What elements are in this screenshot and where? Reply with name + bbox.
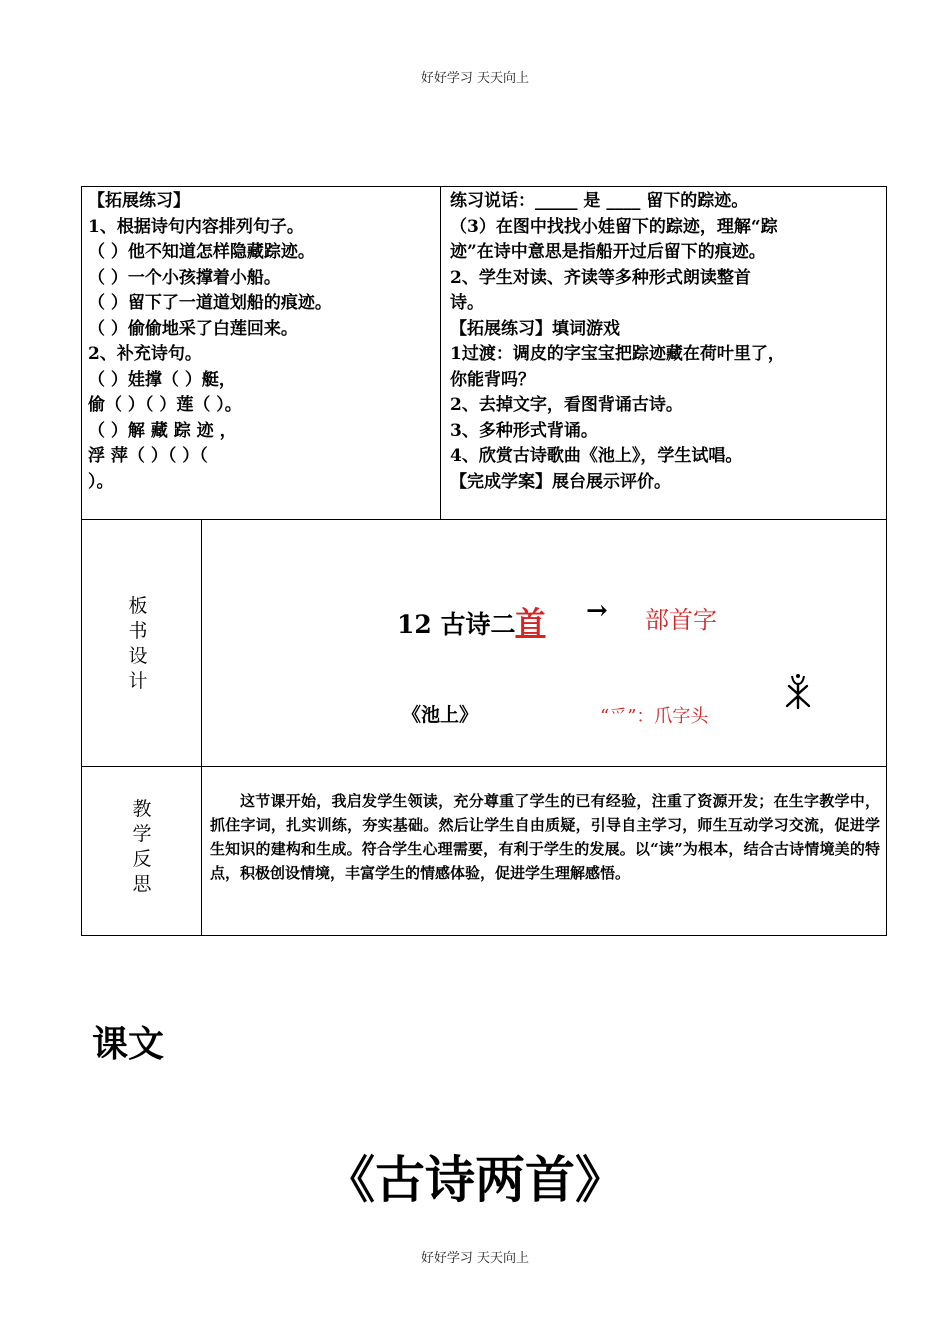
page-footer: 好好学习 天天向上 — [420, 1251, 530, 1266]
right-cell-line: 4、欣赏古诗歌曲《池上》，学生试唱。 — [450, 446, 743, 466]
right-cell-line: 【完成学案】展台展示评价。 — [450, 471, 671, 492]
right-cell-line: 迹”在诗中意思是指船开过后留下的痕迹。 — [450, 242, 766, 262]
left-cell-line: 【拓展练习】 — [88, 191, 190, 211]
label-char: 教 — [132, 798, 152, 820]
reflection-text: 这节课开始，我启发学生领读，充分尊重了学生的已有经验，注重了资源开发；在生字教学中，抓住字词，扎实训练，夯实基础。然后让学生自由质疑，引导自主学习，师生互动学习交流，促进学生知识的建构和生成。符合学生心理需要，有利于学生的发展。以“读”为根本，结合古诗情境美的特点，积极创设情境，丰富学生的情感体验，促进学生理解感悟。 — [210, 792, 880, 882]
extension-exercise-right — [450, 189, 785, 495]
left-cell-line: （ ）娃撑（ ）艇， — [88, 369, 236, 390]
board-design-label — [123, 594, 153, 694]
extension-exercise-left — [88, 189, 332, 495]
label-char: 学 — [132, 823, 152, 845]
left-cell-line: （ ）解 藏 踪 迹 ， — [88, 420, 237, 441]
right-cell-line: 3、多种形式背诵。 — [450, 420, 598, 441]
label-char: 思 — [132, 873, 152, 895]
left-cell-line: 浮 萍（ ）（ ）（ — [88, 446, 208, 466]
main-title: 《古诗两首》 — [325, 1150, 625, 1209]
left-cell-line: （ ）他不知道怎样隐藏踪迹。 — [88, 242, 315, 262]
left-cell-line: 1、根据诗句内容排列句子。 — [88, 216, 304, 237]
board-radical-note: “爫”：爪字头 — [600, 706, 709, 727]
col-divider — [201, 519, 202, 936]
label-char: 书 — [128, 620, 148, 642]
right-cell-line: 1过渡：调皮的字宝宝把踪迹藏在荷叶里了， — [450, 344, 785, 364]
page-header: 好好学习 天天向上 — [420, 71, 530, 86]
left-cell-line: （ ）留下了一道道划船的痕迹。 — [88, 293, 332, 313]
ancient-claw-glyph — [781, 670, 815, 716]
section-title: 课文 — [92, 1024, 165, 1065]
label-char: 计 — [128, 670, 148, 692]
col-divider — [440, 186, 441, 520]
left-cell-line: （ ）偷偷地采了白莲回来。 — [88, 318, 298, 339]
left-cell-line: （ ）一个小孩撑着小船。 — [88, 267, 281, 288]
board-arrow: → — [586, 596, 608, 626]
board-title — [397, 598, 546, 642]
board-title-prefix: 12 古诗二 — [397, 610, 516, 639]
right-cell-line: 诗。 — [450, 293, 484, 313]
label-char: 板 — [128, 595, 148, 617]
right-cell-line: 2、学生对读、齐读等多种形式朗读整首 — [450, 267, 751, 288]
left-cell-line: 偷（ ）（ ）莲（ ）。 — [88, 395, 242, 415]
board-poem-title: 《池上》 — [402, 704, 479, 726]
label-char: 反 — [132, 848, 152, 870]
left-cell-line: 2、补充诗句。 — [88, 344, 202, 364]
board-radical-word: 部首字 — [645, 606, 717, 634]
right-cell-line: 练习说话：_____ 是 ____ 留下的踪迹。 — [450, 191, 749, 211]
label-char: 设 — [128, 645, 148, 667]
right-cell-line: （3）在图中找找小娃留下的踪迹，理解“踪 — [450, 216, 778, 237]
board-title-key: 首 — [515, 606, 546, 641]
reflection-label — [127, 797, 157, 897]
right-cell-line: 【拓展练习】填词游戏 — [450, 318, 620, 339]
left-cell-line: ）。 — [88, 471, 114, 492]
right-cell-line: 你能背吗？ — [450, 369, 535, 390]
right-cell-line: 2、去掉文字，看图背诵古诗。 — [450, 395, 683, 415]
ancient-claw-glyph-icon — [781, 670, 815, 712]
